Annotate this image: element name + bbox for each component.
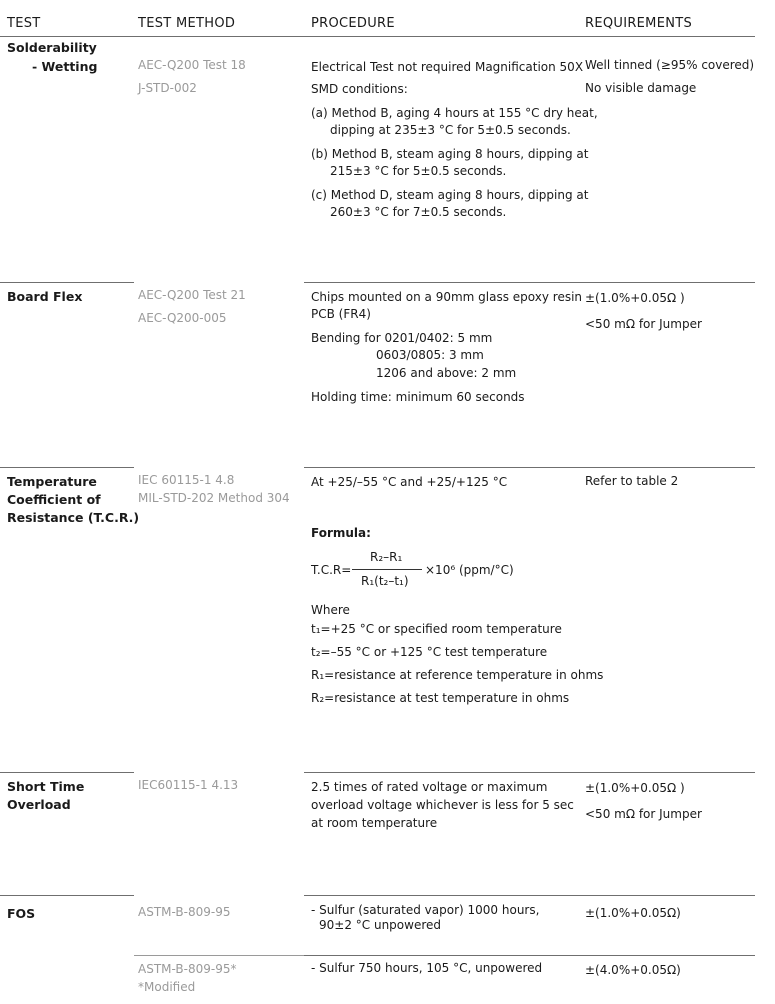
formula-multiplier: ×10⁶ (ppm/°C) [425, 563, 514, 577]
header-divider [0, 36, 755, 37]
procedure-line: At +25/–55 °C and +25/+125 °C [311, 475, 508, 489]
requirement: <50 mΩ for Jumper [585, 317, 702, 331]
procedure-line: - Sulfur (saturated vapor) 1000 hours, [311, 903, 540, 917]
requirement: Well tinned (≥95% covered) [585, 58, 755, 72]
row-divider [304, 282, 755, 283]
requirement: ±(1.0%+0.05Ω ) [585, 781, 685, 795]
procedure-line: overload voltage whichever is less for 5 sec [311, 798, 574, 812]
procedure-line: Electrical Test not required Magnification 50X [311, 60, 584, 74]
method-aec-q200-21: AEC-Q200 Test 21 [138, 288, 246, 302]
test-wetting: - Wetting [32, 59, 98, 74]
requirement: Refer to table 2 [585, 474, 679, 488]
procedure-line: 90±2 °C unpowered [319, 918, 442, 932]
procedure-line: SMD conditions: [311, 82, 408, 96]
method-iec-60115-1-4-8: IEC 60115-1 4.8 [138, 473, 235, 487]
row-divider [0, 895, 134, 896]
procedure-line: Chips mounted on a 90mm glass epoxy resin [311, 290, 583, 304]
row-divider [304, 772, 755, 773]
method-j-std-002: J-STD-002 [138, 81, 197, 95]
method-astm-b-809-95-modified: ASTM-B-809-95* [138, 962, 237, 976]
procedure-line: (b) Method B, steam aging 8 hours, dipping at [311, 147, 589, 161]
procedure-line: t₁=+25 °C or specified room temperature [311, 622, 562, 636]
row-divider [304, 467, 755, 468]
procedure-line: 215±3 °C for 5±0.5 seconds. [330, 164, 507, 178]
row-divider [0, 282, 134, 283]
header-test-method: TEST METHOD [138, 16, 236, 31]
test-overload: Overload [7, 797, 71, 812]
requirement: No visible damage [585, 81, 697, 95]
test-tcr: Resistance (T.C.R.) [7, 510, 140, 525]
procedure-line: R₂=resistance at test temperature in ohms [311, 691, 570, 705]
procedure-line: (c) Method D, steam aging 8 hours, dipping at [311, 188, 589, 202]
procedure-line: (a) Method B, aging 4 hours at 155 °C dry heat, [311, 106, 598, 120]
header-procedure: PROCEDURE [311, 16, 395, 31]
requirement: ±(1.0%+0.05Ω ) [585, 291, 685, 305]
method-iec60115-1-4-13: IEC60115-1 4.13 [138, 778, 239, 792]
procedure-line: t₂=–55 °C or +125 °C test temperature [311, 645, 548, 659]
procedure-line: - Sulfur 750 hours, 105 °C, unpowered [311, 961, 543, 975]
row-divider [304, 955, 755, 956]
method-mil-std-202: MIL-STD-202 Method 304 [138, 491, 290, 505]
row-divider [0, 772, 134, 773]
test-short-time: Short Time [7, 779, 85, 794]
formula-label: Formula: [311, 526, 371, 540]
test-board-flex: Board Flex [7, 289, 83, 304]
method-astm-b-809-95: ASTM-B-809-95 [138, 905, 231, 919]
procedure-line: R₁=resistance at reference temperature in ohms [311, 668, 604, 682]
method-modified-note: *Modified [138, 980, 196, 994]
formula-lhs: T.C.R= [311, 563, 352, 577]
test-solderability: Solderability [7, 40, 97, 55]
requirement: <50 mΩ for Jumper [585, 807, 702, 821]
procedure-line: 2.5 times of rated voltage or maximum [311, 780, 548, 794]
method-aec-q200-005: AEC-Q200-005 [138, 311, 227, 325]
procedure-line: 260±3 °C for 7±0.5 seconds. [330, 205, 507, 219]
header-requirements: REQUIREMENTS [585, 16, 693, 31]
procedure-line: 0603/0805: 3 mm [376, 348, 484, 362]
test-fos: FOS [7, 906, 36, 921]
test-tcr: Temperature [7, 474, 97, 489]
fraction-bar [352, 569, 422, 570]
formula-denominator: R₁(t₂–t₁) [361, 574, 409, 588]
procedure-line: at room temperature [311, 816, 438, 830]
formula-numerator: R₂–R₁ [370, 550, 403, 564]
header-test: TEST [7, 16, 41, 31]
method-aec-q200-18: AEC-Q200 Test 18 [138, 58, 246, 72]
row-divider [0, 467, 134, 468]
requirement: ±(4.0%+0.05Ω) [585, 963, 681, 977]
procedure-line: Where [311, 603, 350, 617]
row-divider [134, 955, 304, 956]
requirement: ±(1.0%+0.05Ω) [585, 906, 681, 920]
procedure-line: 1206 and above: 2 mm [376, 366, 517, 380]
procedure-line: dipping at 235±3 °C for 5±0.5 seconds. [330, 123, 571, 137]
test-tcr: Coefficient of [7, 492, 101, 507]
procedure-line: Holding time: minimum 60 seconds [311, 390, 525, 404]
procedure-line: PCB (FR4) [311, 307, 371, 321]
row-divider [304, 895, 755, 896]
procedure-line: Bending for 0201/0402: 5 mm [311, 331, 493, 345]
